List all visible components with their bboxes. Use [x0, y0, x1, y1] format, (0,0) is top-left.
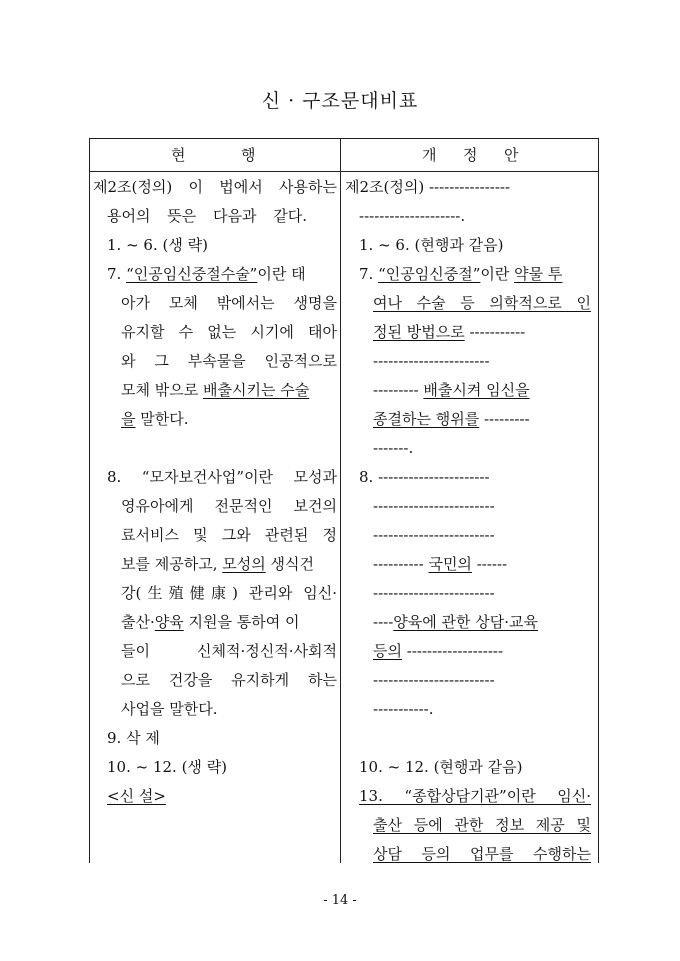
amended-line: 제2조(정의) ---------------- [345, 178, 511, 196]
amended-line: ------------------------ [373, 671, 495, 689]
line-text: --------- [373, 381, 424, 399]
underlined-text: 약물 투 [514, 265, 563, 283]
line-text: ------ [471, 555, 508, 573]
line-text: --------- [479, 410, 530, 428]
amended-line [373, 376, 530, 404]
underlined-text: 양육에 관한 상담·교육 [393, 613, 538, 631]
current-line: 용어의 뜻은 다음과 같다. [107, 207, 307, 225]
underlined-text: 양육 [154, 613, 184, 631]
line-text: ----------- [464, 323, 526, 341]
header-amended-char-3: 안 [504, 146, 519, 164]
item-number: 7. [107, 265, 127, 283]
header-amended-char-1: 개 [422, 146, 437, 164]
current-line: 사업을 말한다. [121, 700, 218, 718]
current-line [121, 608, 299, 636]
amended-line: 8. ---------------------- [359, 468, 490, 486]
underlined-term: “인공임신중절” [378, 265, 481, 283]
underlined-text: 정된 방법으로 [373, 323, 465, 341]
underlined-term: “인공임신중절수술” [126, 265, 258, 283]
amended-line [373, 318, 525, 346]
amended-line: ----------------------- [373, 352, 490, 370]
header-current [90, 139, 340, 171]
amended-line: 상담 등의 업무를 수행하는 [373, 845, 591, 863]
item-number: 7. [359, 265, 379, 283]
current-line: 유지할 수 없는 시기에 태아 [121, 323, 337, 341]
current-line: 아가 모체 밖에서는 생명을 [121, 294, 337, 312]
current-line: 와 그 부속물을 인공적으로 [121, 352, 337, 370]
line-text: 이란 [480, 265, 515, 283]
current-line [121, 550, 314, 578]
current-line: 9. 삭 제 [107, 729, 160, 747]
amended-line: 10. ~ 12. (현행과 같음) [359, 758, 523, 776]
line-text: ------------------- [401, 642, 504, 660]
current-line: 으로 건강을 유지하게 하는 [121, 671, 337, 689]
amended-line: 13. “종합상담기관”이란 임신· [359, 787, 591, 805]
header-amended-char-2: 정 [463, 146, 478, 164]
line-text: 말한다. [135, 410, 189, 428]
comparison-table [89, 138, 599, 863]
amended-line: --------------------. [359, 207, 466, 225]
current-line: 제2조(정의) 이 법에서 사용하는 [93, 178, 337, 196]
amended-line: 출산 등에 관한 정보 제공 및 [373, 816, 591, 834]
line-text: 출산· [121, 613, 155, 631]
underlined-text: 배출시키는 수술 [203, 381, 310, 399]
amended-line: ------------------------ [373, 497, 495, 515]
amended-line: -------. [373, 439, 414, 457]
header-divider [90, 171, 598, 172]
line-text: 지원을 통하여 이 [183, 613, 300, 631]
current-line: 료서비스 및 그와 관련된 정 [121, 526, 337, 544]
underlined-text: 종결하는 행위를 [373, 410, 480, 428]
amended-line: 여나 수술 등 의학적으로 인 [373, 294, 591, 312]
new-provision-marker: <신 설> [107, 787, 166, 805]
current-line: 들이 신체적·정신적·사회적 [121, 642, 337, 660]
amended-line [373, 637, 503, 665]
current-line: 1. ~ 6. (생 략) [107, 236, 208, 254]
line-text: 보를 제공하고, [121, 555, 223, 573]
underlined-text: 모성의 [222, 555, 266, 573]
underlined-text: 을 [121, 410, 136, 428]
amended-line [359, 260, 562, 288]
line-text: ---- [373, 613, 394, 631]
current-line: 영유아에게 전문적인 보건의 [121, 497, 337, 515]
amended-line: -----------. [373, 700, 434, 718]
underlined-text: 국민의 [428, 555, 472, 573]
current-line: 강(生殖健康) 관리와 임신· [121, 584, 337, 602]
current-line [121, 405, 189, 433]
header-current-char-1: 현 [171, 146, 186, 164]
current-line [107, 260, 306, 288]
current-line: 8. “모자보건사업”이란 모성과 [107, 468, 337, 486]
amended-line: ------------------------ [373, 584, 495, 602]
line-text: 생식건 [265, 555, 314, 573]
line-text: ---------- [373, 555, 429, 573]
amended-line [373, 405, 530, 433]
amended-line: 1. ~ 6. (현행과 같음) [359, 236, 504, 254]
current-line: 10. ~ 12. (생 략) [107, 758, 228, 776]
current-line [121, 376, 309, 404]
page-number: - 14 - [323, 893, 357, 908]
header-current-char-2: 행 [241, 146, 256, 164]
amended-line: ------------------------ [373, 526, 495, 544]
amended-line [373, 550, 507, 578]
column-divider [340, 139, 341, 863]
underlined-text: 등의 [373, 642, 402, 660]
header-amended [341, 139, 598, 171]
underlined-text: 배출시켜 임신을 [423, 381, 530, 399]
line-text: 모체 밖으로 [121, 381, 203, 399]
amended-line [373, 608, 538, 636]
line-text: 이란 태 [257, 265, 306, 283]
page-title: 신 · 구조문대비표 [261, 90, 419, 112]
